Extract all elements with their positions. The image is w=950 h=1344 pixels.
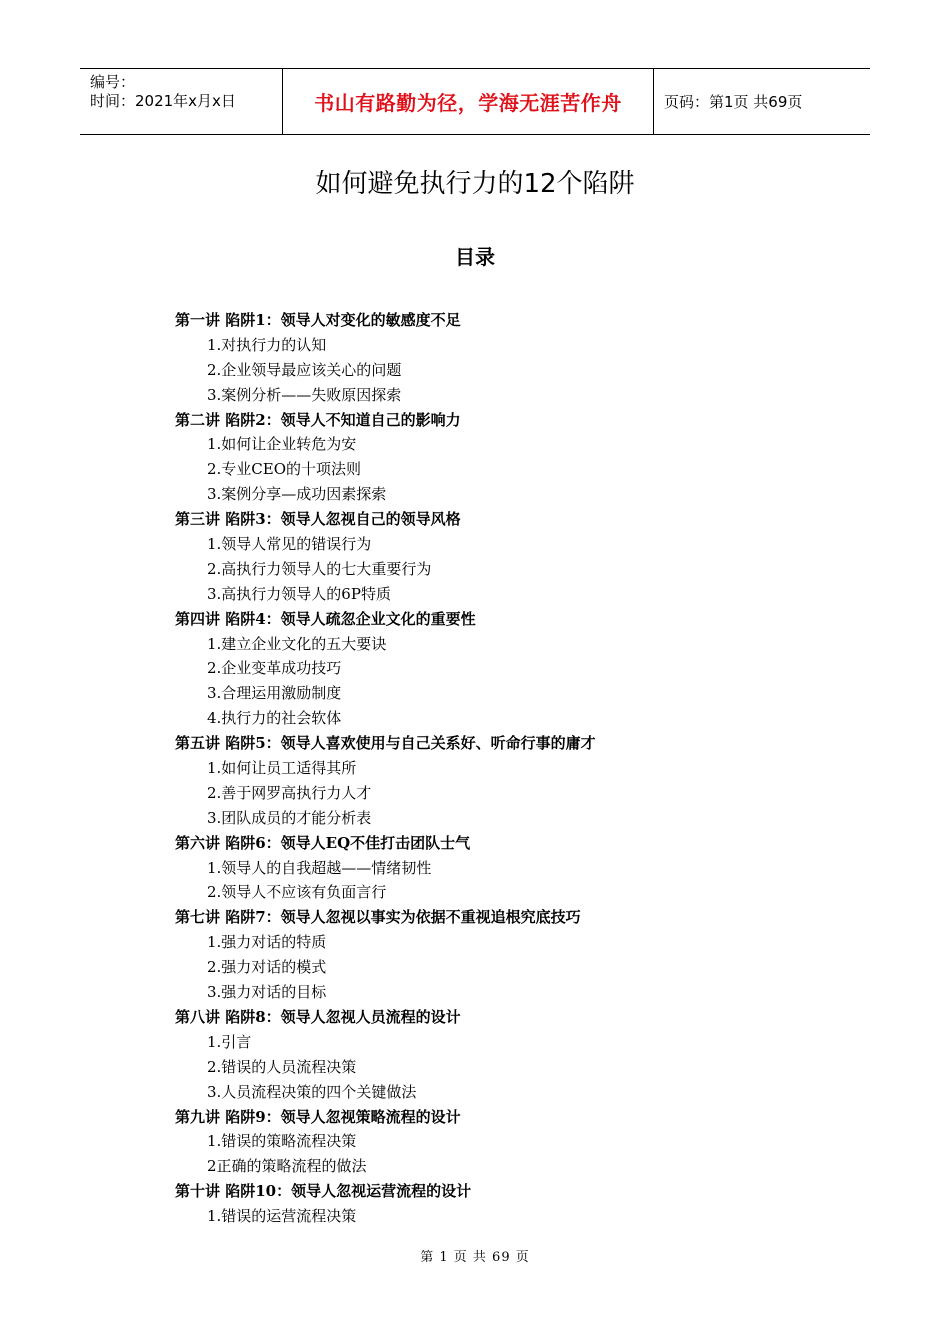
header-page-info: 页码：第1页 共69页: [664, 93, 803, 111]
document-title: 如何避免执行力的12个陷阱: [315, 169, 635, 199]
toc-chapter: 第五讲 陷阱5：领导人喜欢使用与自己关系好、听命行事的庸才: [175, 734, 596, 753]
toc-chapter: 第六讲 陷阱6：领导人EQ不佳打击团队士气: [175, 833, 471, 852]
page-header: [80, 68, 870, 135]
toc-item: 2.善于网罗高执行力人才: [207, 783, 372, 802]
toc-item: 3.强力对话的目标: [207, 983, 327, 1002]
header-number-label: 编号：: [90, 73, 136, 91]
header-meta-cell: [80, 69, 282, 134]
toc-chapter: 第七讲 陷阱7：领导人忽视以事实为依据不重视追根究底技巧: [175, 908, 581, 927]
header-motto: 书山有路勤为径，学海无涯苦作舟: [282, 69, 654, 134]
toc-item: 3.团队成员的才能分析表: [207, 808, 372, 827]
toc-item: 2正确的策略流程的做法: [207, 1157, 367, 1176]
table-of-contents: [175, 308, 815, 1229]
toc-item: 3.案例分析——失败原因探索: [207, 385, 402, 404]
toc-item: 1.如何让企业转危为安: [207, 435, 357, 454]
toc-item: 1.领导人常见的错误行为: [207, 535, 372, 554]
toc-chapter: 第十讲 陷阱10：领导人忽视运营流程的设计: [175, 1182, 472, 1201]
toc-item: 1.错误的运营流程决策: [207, 1207, 357, 1226]
page-footer: 第 1 页 共 69 页: [420, 1250, 530, 1265]
toc-item: 2.强力对话的模式: [207, 958, 327, 977]
toc-item: 3.合理运用激励制度: [207, 684, 342, 703]
toc-item: 3.人员流程决策的四个关键做法: [207, 1082, 417, 1101]
toc-chapter: 第四讲 陷阱4：领导人疏忽企业文化的重要性: [175, 609, 476, 628]
toc-item: 2.企业变革成功技巧: [207, 659, 342, 678]
toc-item: 2.高执行力领导人的七大重要行为: [207, 559, 432, 578]
toc-chapter: 第三讲 陷阱3：领导人忽视自己的领导风格: [175, 510, 461, 529]
toc-item: 1.错误的策略流程决策: [207, 1132, 357, 1151]
toc-item: 2.专业CEO的十项法则: [207, 460, 362, 479]
toc-chapter: 第一讲 陷阱1：领导人对变化的敏感度不足: [175, 311, 461, 329]
toc-item: 1.引言: [207, 1032, 252, 1051]
toc-item: 2.错误的人员流程决策: [207, 1057, 357, 1076]
toc-heading: 目录: [455, 245, 495, 269]
toc-item: 3.案例分享—成功因素探索: [207, 485, 387, 504]
toc-item: 3.高执行力领导人的6P特质: [207, 584, 391, 603]
toc-item: 2.企业领导最应该关心的问题: [207, 360, 402, 379]
toc-item: 1.对执行力的认知: [207, 335, 327, 354]
header-time-label: 时间：2021年x月x日: [90, 92, 236, 110]
toc-item: 1.如何让员工适得其所: [207, 759, 357, 778]
toc-chapter: 第九讲 陷阱9：领导人忽视策略流程的设计: [175, 1107, 461, 1126]
toc-item: 2.领导人不应该有负面言行: [207, 883, 387, 902]
toc-item: 1.建立企业文化的五大要诀: [207, 634, 387, 653]
toc-chapter: 第八讲 陷阱8：领导人忽视人员流程的设计: [175, 1007, 461, 1026]
toc-item: 4.执行力的社会软体: [207, 709, 342, 728]
toc-item: 1.领导人的自我超越——情绪韧性: [207, 858, 432, 877]
toc-item: 1.强力对话的特质: [207, 933, 327, 952]
toc-chapter: 第二讲 陷阱2：领导人不知道自己的影响力: [175, 410, 461, 429]
